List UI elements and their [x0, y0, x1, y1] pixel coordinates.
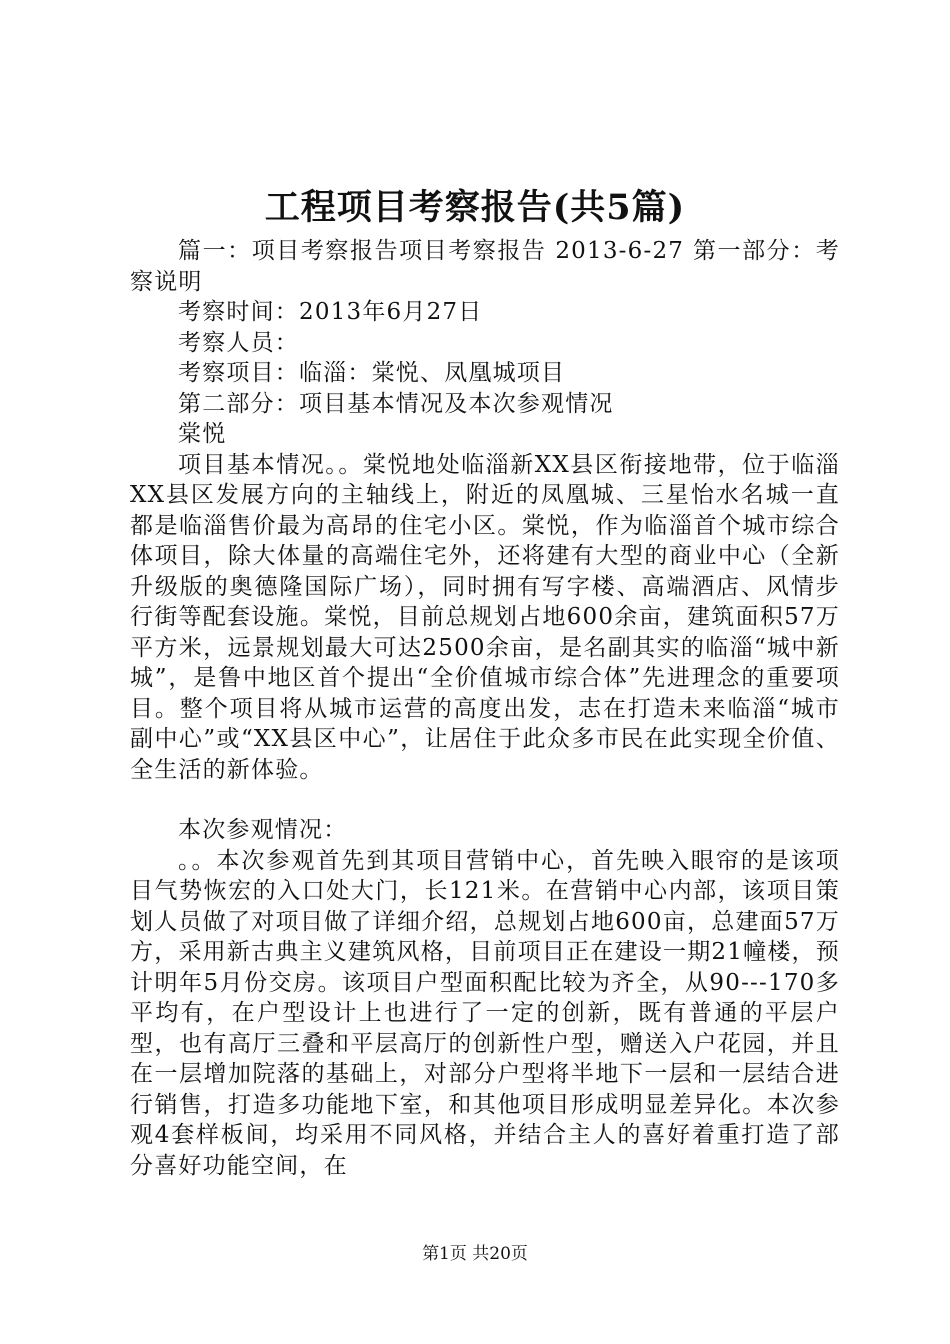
paragraph-project-name: 棠悦: [178, 421, 227, 447]
paragraph-part-two-heading: 第二部分：项目基本情况及本次参观情况: [178, 390, 614, 417]
page-footer: 第1页 共20页: [422, 1244, 528, 1264]
paragraph-inspection-staff: 考察人员：: [178, 329, 299, 356]
paragraph-inspection-project: 考察项目：临淄：棠悦、凤凰城项目: [178, 360, 566, 386]
document-title: 工程项目考察报告(共5篇): [264, 187, 686, 228]
paragraph-intro: 篇一：项目考察报告项目考察报告 2013-6-27 第一部分：考察说明: [130, 238, 840, 295]
paragraph-visit-heading: 本次参观情况：: [178, 817, 348, 843]
paragraph-project-overview: 项目基本情况。。棠悦地处临淄新XX县区衔接地带，位于临淄XX县区发展方向的主轴线上，附近的凤凰城、三星怡水名城一直都是临淄售价最为高昂的住宅小区。棠悦，作为临淄首个城市综合体项目，除大体量的高端住宅外，还将建有大型的商业中心（全新升级版的奥德隆国际广场），同时拥有写字楼、高端酒店、风情步行街等配套设施。棠悦，目前总规划占地600余亩，建筑面积57万平方米，远景规划最大可达2500余亩，是名副其实的临淄“城中新城”，是鲁中地区首个提出“全价值城市综合体”先进理念的重要项目。整个项目将从城市运营的高度出发，志在打造未来临淄“城市副中心”或“XX县区中心”，让居住于此众多市民在此实现全价值、全生活的新体验。: [130, 451, 840, 783]
document-body: [130, 236, 840, 1181]
paragraph-visit-details: 。。本次参观首先到其项目营销中心，首先映入眼帘的是该项目气势恢宏的入口处大门，长121米。在营销中心内部，该项目策划人员做了对项目做了详细介绍，总规划占地600亩，总建面57万方，采用新古典主义建筑风格，目前项目正在建设一期21幢楼，预计明年5月份交房。该项目户型面积配比较为齐全，从90---170多平均有，在户型设计上也进行了一定的创新，既有普通的平层户型，也有高厅三叠和平层高厅的创新性户型，赠送入户花园，并且在一层增加院落的基础上，对部分户型将半地下一层和一层结合进行销售，打造多功能地下室，和其他项目形成明显差异化。本次参观4套样板间，均采用不同风格，并结合主人的喜好着重打造了部分喜好功能空间，在: [130, 847, 840, 1179]
paragraph-inspection-time: 考察时间：2013年6月27日: [178, 299, 483, 325]
